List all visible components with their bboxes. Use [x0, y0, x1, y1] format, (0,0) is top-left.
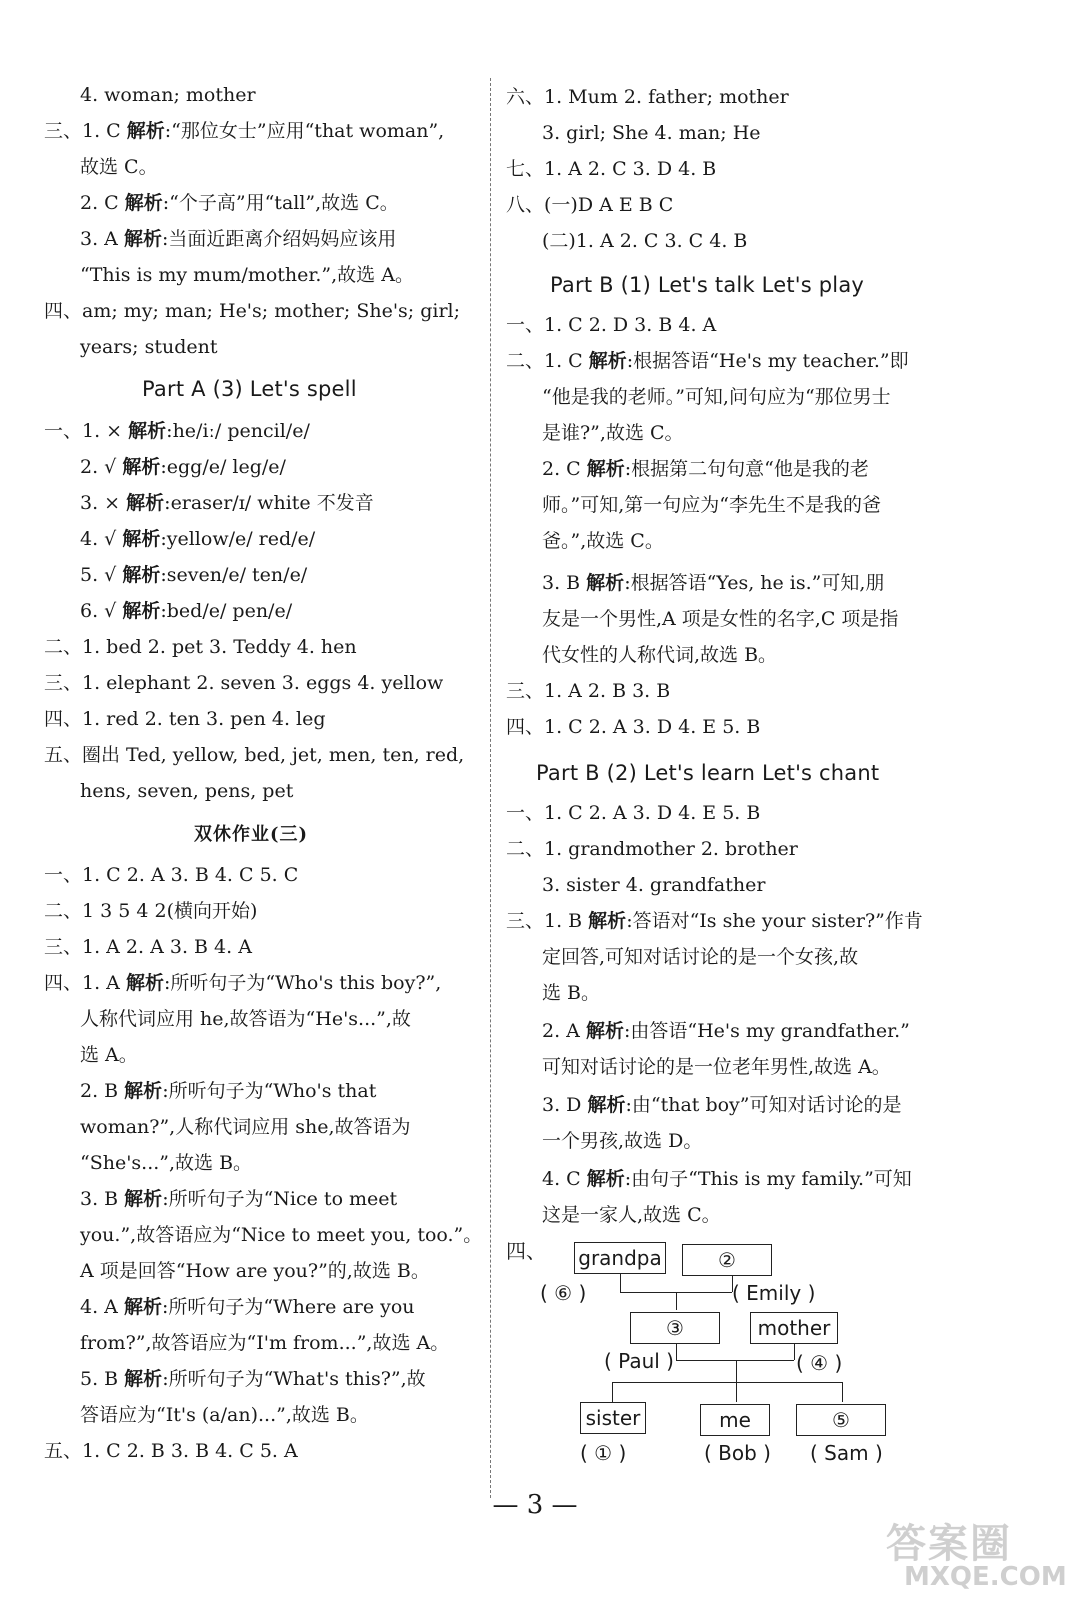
- answer-text: 选 A。: [80, 1044, 138, 1066]
- answer-line: [542, 1054, 891, 1080]
- tree-label-paul: ( Paul ): [604, 1349, 674, 1373]
- analysis-label: 解析: [586, 1168, 625, 1190]
- spell-analysis-text: bed/e/ pen/e/: [166, 600, 293, 622]
- answer-text: 五、1. C 2. B 3. B 4. C 5. A: [44, 1440, 298, 1462]
- analysis-label: 解析: [122, 600, 161, 622]
- answer-line: [80, 1150, 252, 1176]
- answer-text: 3. sister 4. grandfather: [542, 874, 766, 896]
- answer-text: 二、1. C: [506, 350, 589, 372]
- tree-line: [620, 1274, 621, 1292]
- section-heading-part-b2: Part B (2) Let's learn Let's chant: [536, 761, 880, 785]
- answer-line: [542, 492, 881, 518]
- answer-line: [80, 1042, 138, 1068]
- answer-text: 2. C: [80, 192, 125, 214]
- spell-analysis-text: egg/e/ leg/e/: [166, 456, 286, 478]
- tree-line: [794, 1344, 795, 1360]
- answer-line: [80, 262, 414, 288]
- answer-text: 友是一个男性,A 项是女性的名字,C 项是指: [542, 608, 899, 630]
- tree-line: [842, 1382, 843, 1402]
- tree-box-2: ②: [682, 1244, 772, 1276]
- section-heading-part-b1: Part B (1) Let's talk Let's play: [550, 273, 865, 297]
- analysis-label: 解析: [124, 1080, 163, 1102]
- spell-answer-number: 2. √: [80, 456, 123, 478]
- analysis-label: 解析: [586, 458, 625, 480]
- section-heading-weekend: 双休作业(三): [194, 824, 309, 845]
- answer-line: [80, 1366, 426, 1392]
- colon: :: [164, 492, 171, 514]
- answer-text: 四、1. red 2. ten 3. pen 4. leg: [44, 708, 326, 730]
- spell-analysis-text: seven/e/ ten/e/: [166, 564, 308, 586]
- answer-text: 四、am; my; man; He's; mother; She's; girl;: [44, 300, 461, 322]
- tree-box-mother: mother: [750, 1312, 838, 1344]
- answer-line: [80, 1222, 482, 1248]
- answer-line: [80, 1006, 411, 1032]
- answer-line: [506, 192, 673, 218]
- answer-text: woman?”,人称代词应用 she,故答语为: [80, 1116, 411, 1138]
- answer-text: 2. C: [542, 458, 587, 480]
- analysis-text: :由答语“He's my grandfather.”: [623, 1020, 910, 1042]
- colon: :: [160, 456, 167, 478]
- tree-section-label: 四、: [506, 1239, 546, 1263]
- answer-line: [542, 420, 684, 446]
- tree-label-4: ( ④ ): [796, 1351, 843, 1375]
- answer-text: 二、1. bed 2. pet 3. Teddy 4. hen: [44, 636, 357, 658]
- analysis-label: 解析: [122, 564, 161, 586]
- answer-text: (二)1. A 2. C 3. C 4. B: [542, 230, 748, 252]
- tree-line: [612, 1382, 613, 1402]
- tree-line: [612, 1382, 842, 1383]
- tree-label-emily: ( Emily ): [732, 1281, 816, 1305]
- answer-text: 是谁?”,故选 C。: [542, 422, 684, 444]
- analysis-text: :所听句子为“Where are you: [161, 1296, 415, 1318]
- analysis-label: 解析: [123, 228, 162, 250]
- spell-answer-line: [80, 526, 315, 552]
- answer-line: [542, 456, 869, 482]
- answer-text: hens, seven, pens, pet: [80, 780, 294, 802]
- answer-line: [506, 714, 760, 740]
- analysis-text: :所听句子为“Nice to meet: [162, 1188, 398, 1210]
- tree-box-5: ⑤: [796, 1404, 886, 1436]
- analysis-label: 解析: [586, 572, 625, 594]
- answer-line: [506, 348, 909, 374]
- answer-text: 二、1 3 5 4 2(横向开始): [44, 900, 258, 922]
- answer-text: 故选 C。: [80, 156, 158, 178]
- spell-answer-line: [44, 418, 310, 444]
- answer-line: [542, 1018, 910, 1044]
- page-number: — 3 —: [492, 1490, 578, 1520]
- answer-text: A 项是回答“How are you?”的,故选 B。: [80, 1260, 430, 1282]
- analysis-label: 解析: [585, 1020, 624, 1042]
- answer-line: [542, 1202, 721, 1228]
- answer-line: [44, 934, 252, 960]
- answer-line: [44, 706, 326, 732]
- analysis-text: :由“that boy”可知对话讨论的是: [625, 1094, 902, 1116]
- tree-line: [620, 1292, 732, 1293]
- section-heading-part-a3: Part A (3) Let's spell: [142, 377, 357, 401]
- spell-analysis-text: yellow/e/ red/e/: [166, 528, 316, 550]
- watermark-logo: [880, 1512, 1066, 1598]
- analysis-label: 解析: [587, 1094, 626, 1116]
- answer-line: [44, 862, 298, 888]
- answer-line: [80, 1402, 369, 1428]
- analysis-text: :根据第二句句意“他是我的老: [624, 458, 869, 480]
- analysis-text: :根据答语“Yes, he is.”可知,朋: [624, 572, 885, 594]
- answer-text: 一个男孩,故选 D。: [542, 1130, 703, 1152]
- answer-line: [506, 678, 670, 704]
- answer-text: 一、1. C 2. A 3. D 4. E 5. B: [506, 802, 761, 824]
- answer-line: [506, 800, 760, 826]
- analysis-label: 解析: [588, 910, 627, 932]
- answer-line: [506, 156, 716, 182]
- answer-line: [44, 118, 444, 144]
- analysis-label: 解析: [123, 1296, 162, 1318]
- analysis-text: :所听句子为“Who's this boy?”,: [163, 972, 442, 994]
- answer-text: 5. B: [80, 1368, 125, 1390]
- answer-line: [542, 606, 898, 632]
- tree-line: [676, 1360, 794, 1361]
- answer-text: 三、1. A 2. B 3. B: [506, 680, 671, 702]
- answer-line: [44, 742, 464, 768]
- answer-text: 4. A: [80, 1296, 124, 1318]
- analysis-label: 解析: [126, 120, 165, 142]
- analysis-text: :答语对“Is she your sister?”作肯: [626, 910, 923, 932]
- answer-text: you.”,故答语应为“Nice to meet you, too.”。: [80, 1224, 483, 1246]
- answer-text: 五、圈出 Ted, yellow, bed, jet, men, ten, red,: [44, 744, 465, 766]
- colon: :: [160, 564, 167, 586]
- tree-line: [676, 1344, 677, 1360]
- answer-text: from?”,故答语应为“I'm from...”,故选 A。: [80, 1332, 450, 1354]
- answer-text: 一、1. C 2. D 3. B 4. A: [506, 314, 717, 336]
- answer-text: 三、1. A 2. A 3. B 4. A: [44, 936, 252, 958]
- answer-line: [542, 642, 777, 668]
- answer-text: 3. B: [80, 1188, 125, 1210]
- spell-answer-number: 3. ×: [80, 492, 127, 514]
- analysis-text: :“那位女士”应用“that woman”,: [164, 120, 445, 142]
- analysis-text: :“个子高”用“tall”,故选 C。: [162, 192, 399, 214]
- answer-line: [542, 570, 884, 596]
- answer-line: [80, 1330, 449, 1356]
- answer-line: [44, 634, 357, 660]
- answer-line: [44, 970, 441, 996]
- answer-line: [542, 120, 761, 146]
- answer-text: 2. A: [542, 1020, 586, 1042]
- answer-text: 3. B: [542, 572, 587, 594]
- spell-answer-number: 6. √: [80, 600, 123, 622]
- answer-line: [542, 384, 891, 410]
- spell-analysis-text: eraser/ɪ/ white 不发音: [170, 492, 374, 514]
- answer-text: 三、1. B: [506, 910, 589, 932]
- answer-text: 八、(一)D A E B C: [506, 194, 674, 216]
- analysis-text: :根据答语“He's my teacher.”即: [626, 350, 909, 372]
- answer-text: 三、1. C: [44, 120, 127, 142]
- watermark-url: MXQE.COM: [904, 1562, 1067, 1592]
- tree-label-6: ( ⑥ ): [540, 1281, 587, 1305]
- tree-box-me: me: [700, 1404, 770, 1436]
- answer-line: [80, 778, 293, 804]
- answer-text: 3. D: [542, 1094, 588, 1116]
- answer-text: “She's...”,故选 B。: [80, 1152, 253, 1174]
- answer-line: [44, 670, 443, 696]
- tree-box-3: ③: [630, 1312, 720, 1344]
- analysis-label: 解析: [588, 350, 627, 372]
- answer-line: [506, 84, 789, 110]
- answer-text: 4. C: [542, 1168, 587, 1190]
- analysis-text: :所听句子为“What's this?”,故: [162, 1368, 426, 1390]
- analysis-label: 解析: [122, 528, 161, 550]
- colon: :: [160, 600, 167, 622]
- analysis-label: 解析: [124, 1188, 163, 1210]
- answer-line: [506, 312, 716, 338]
- answer-line: [80, 334, 217, 360]
- answer-line: [542, 228, 747, 254]
- answer-line: [80, 1114, 411, 1140]
- answer-text: 答语应为“It's (a/an)...”,故选 B。: [80, 1404, 369, 1426]
- tree-line: [736, 1382, 737, 1402]
- answer-line: [80, 1186, 397, 1212]
- answer-text: 爸。”,故选 C。: [542, 530, 664, 552]
- answer-text: years; student: [80, 336, 218, 358]
- answer-line: [506, 836, 798, 862]
- answer-line: [542, 1166, 912, 1192]
- tree-label-sam: ( Sam ): [810, 1441, 883, 1465]
- answer-text: 七、1. A 2. C 3. D 4. B: [506, 158, 717, 180]
- answer-text: 四、1. C 2. A 3. D 4. E 5. B: [506, 716, 761, 738]
- tree-label-1: ( ① ): [580, 1441, 627, 1465]
- answer-text: 3. girl; She 4. man; He: [542, 122, 761, 144]
- answer-line: [542, 1128, 702, 1154]
- answer-line: [542, 872, 765, 898]
- answer-line: [542, 528, 664, 554]
- answer-line: [80, 154, 158, 180]
- analysis-label: 解析: [124, 192, 163, 214]
- answer-text: 4. woman; mother: [80, 84, 256, 106]
- answer-line: [44, 898, 257, 924]
- answer-line: [80, 1078, 376, 1104]
- answer-text: 一、1. C 2. A 3. B 4. C 5. C: [44, 864, 299, 886]
- answer-line: [80, 82, 256, 108]
- answer-text: “他是我的老师。”可知,问句应为“那位男士: [542, 386, 891, 408]
- answer-text: 定回答,可知对话讨论的是一个女孩,故: [542, 946, 859, 968]
- spell-answer-number: 4. √: [80, 528, 123, 550]
- colon: :: [160, 528, 167, 550]
- answer-text: 二、1. grandmother 2. brother: [506, 838, 798, 860]
- spell-answer-line: [80, 454, 286, 480]
- answer-text: 选 B。: [542, 982, 601, 1004]
- answer-line: [542, 1092, 902, 1118]
- answer-text: 六、1. Mum 2. father; mother: [506, 86, 789, 108]
- analysis-label: 解析: [124, 1368, 163, 1390]
- analysis-label: 解析: [122, 456, 161, 478]
- spell-answer-line: [80, 598, 292, 624]
- spell-analysis-text: he/iː/ pencil/e/: [172, 420, 310, 442]
- spell-answer-line: [80, 562, 307, 588]
- watermark-text: 答案圈: [886, 1521, 1012, 1567]
- analysis-label: 解析: [126, 492, 165, 514]
- answer-line: [80, 1258, 430, 1284]
- colon: :: [166, 420, 173, 442]
- analysis-label: 解析: [125, 972, 164, 994]
- answer-text: 四、1. A: [44, 972, 126, 994]
- answer-line: [44, 1438, 298, 1464]
- tree-line: [732, 1276, 733, 1292]
- tree-label-bob: ( Bob ): [704, 1441, 771, 1465]
- tree-line: [676, 1292, 677, 1310]
- answer-text: 可知对话讨论的是一位老年男性,故选 A。: [542, 1056, 891, 1078]
- answer-text: 三、1. elephant 2. seven 3. eggs 4. yellow: [44, 672, 444, 694]
- answer-line: [542, 980, 600, 1006]
- answer-line: [80, 1294, 415, 1320]
- spell-answer-line: [80, 490, 374, 516]
- answer-line: [80, 226, 396, 252]
- answer-text: 师。”可知,第一句应为“李先生不是我的爸: [542, 494, 881, 516]
- answer-text: “This is my mum/mother.”,故选 A。: [80, 264, 414, 286]
- spell-answer-number: 5. √: [80, 564, 123, 586]
- tree-line: [736, 1360, 737, 1382]
- analysis-label: 解析: [128, 420, 167, 442]
- spell-answer-number: 一、1. ×: [44, 420, 129, 442]
- answer-line: [542, 944, 858, 970]
- column-divider: [490, 78, 491, 1498]
- analysis-text: :当面近距离介绍妈妈应该用: [161, 228, 397, 250]
- answer-text: 人称代词应用 he,故答语为“He's...”,故: [80, 1008, 411, 1030]
- analysis-text: :所听句子为“Who's that: [162, 1080, 377, 1102]
- answer-text: 2. B: [80, 1080, 125, 1102]
- answer-text: 这是一家人,故选 C。: [542, 1204, 721, 1226]
- answer-line: [80, 190, 399, 216]
- answer-line: [44, 298, 460, 324]
- tree-box-sister: sister: [580, 1402, 646, 1434]
- tree-box-grandpa: grandpa: [574, 1242, 666, 1274]
- answer-text: 代女性的人称代词,故选 B。: [542, 644, 778, 666]
- answer-line: [506, 908, 923, 934]
- analysis-text: :由句子“This is my family.”可知: [624, 1168, 912, 1190]
- answer-text: 3. A: [80, 228, 124, 250]
